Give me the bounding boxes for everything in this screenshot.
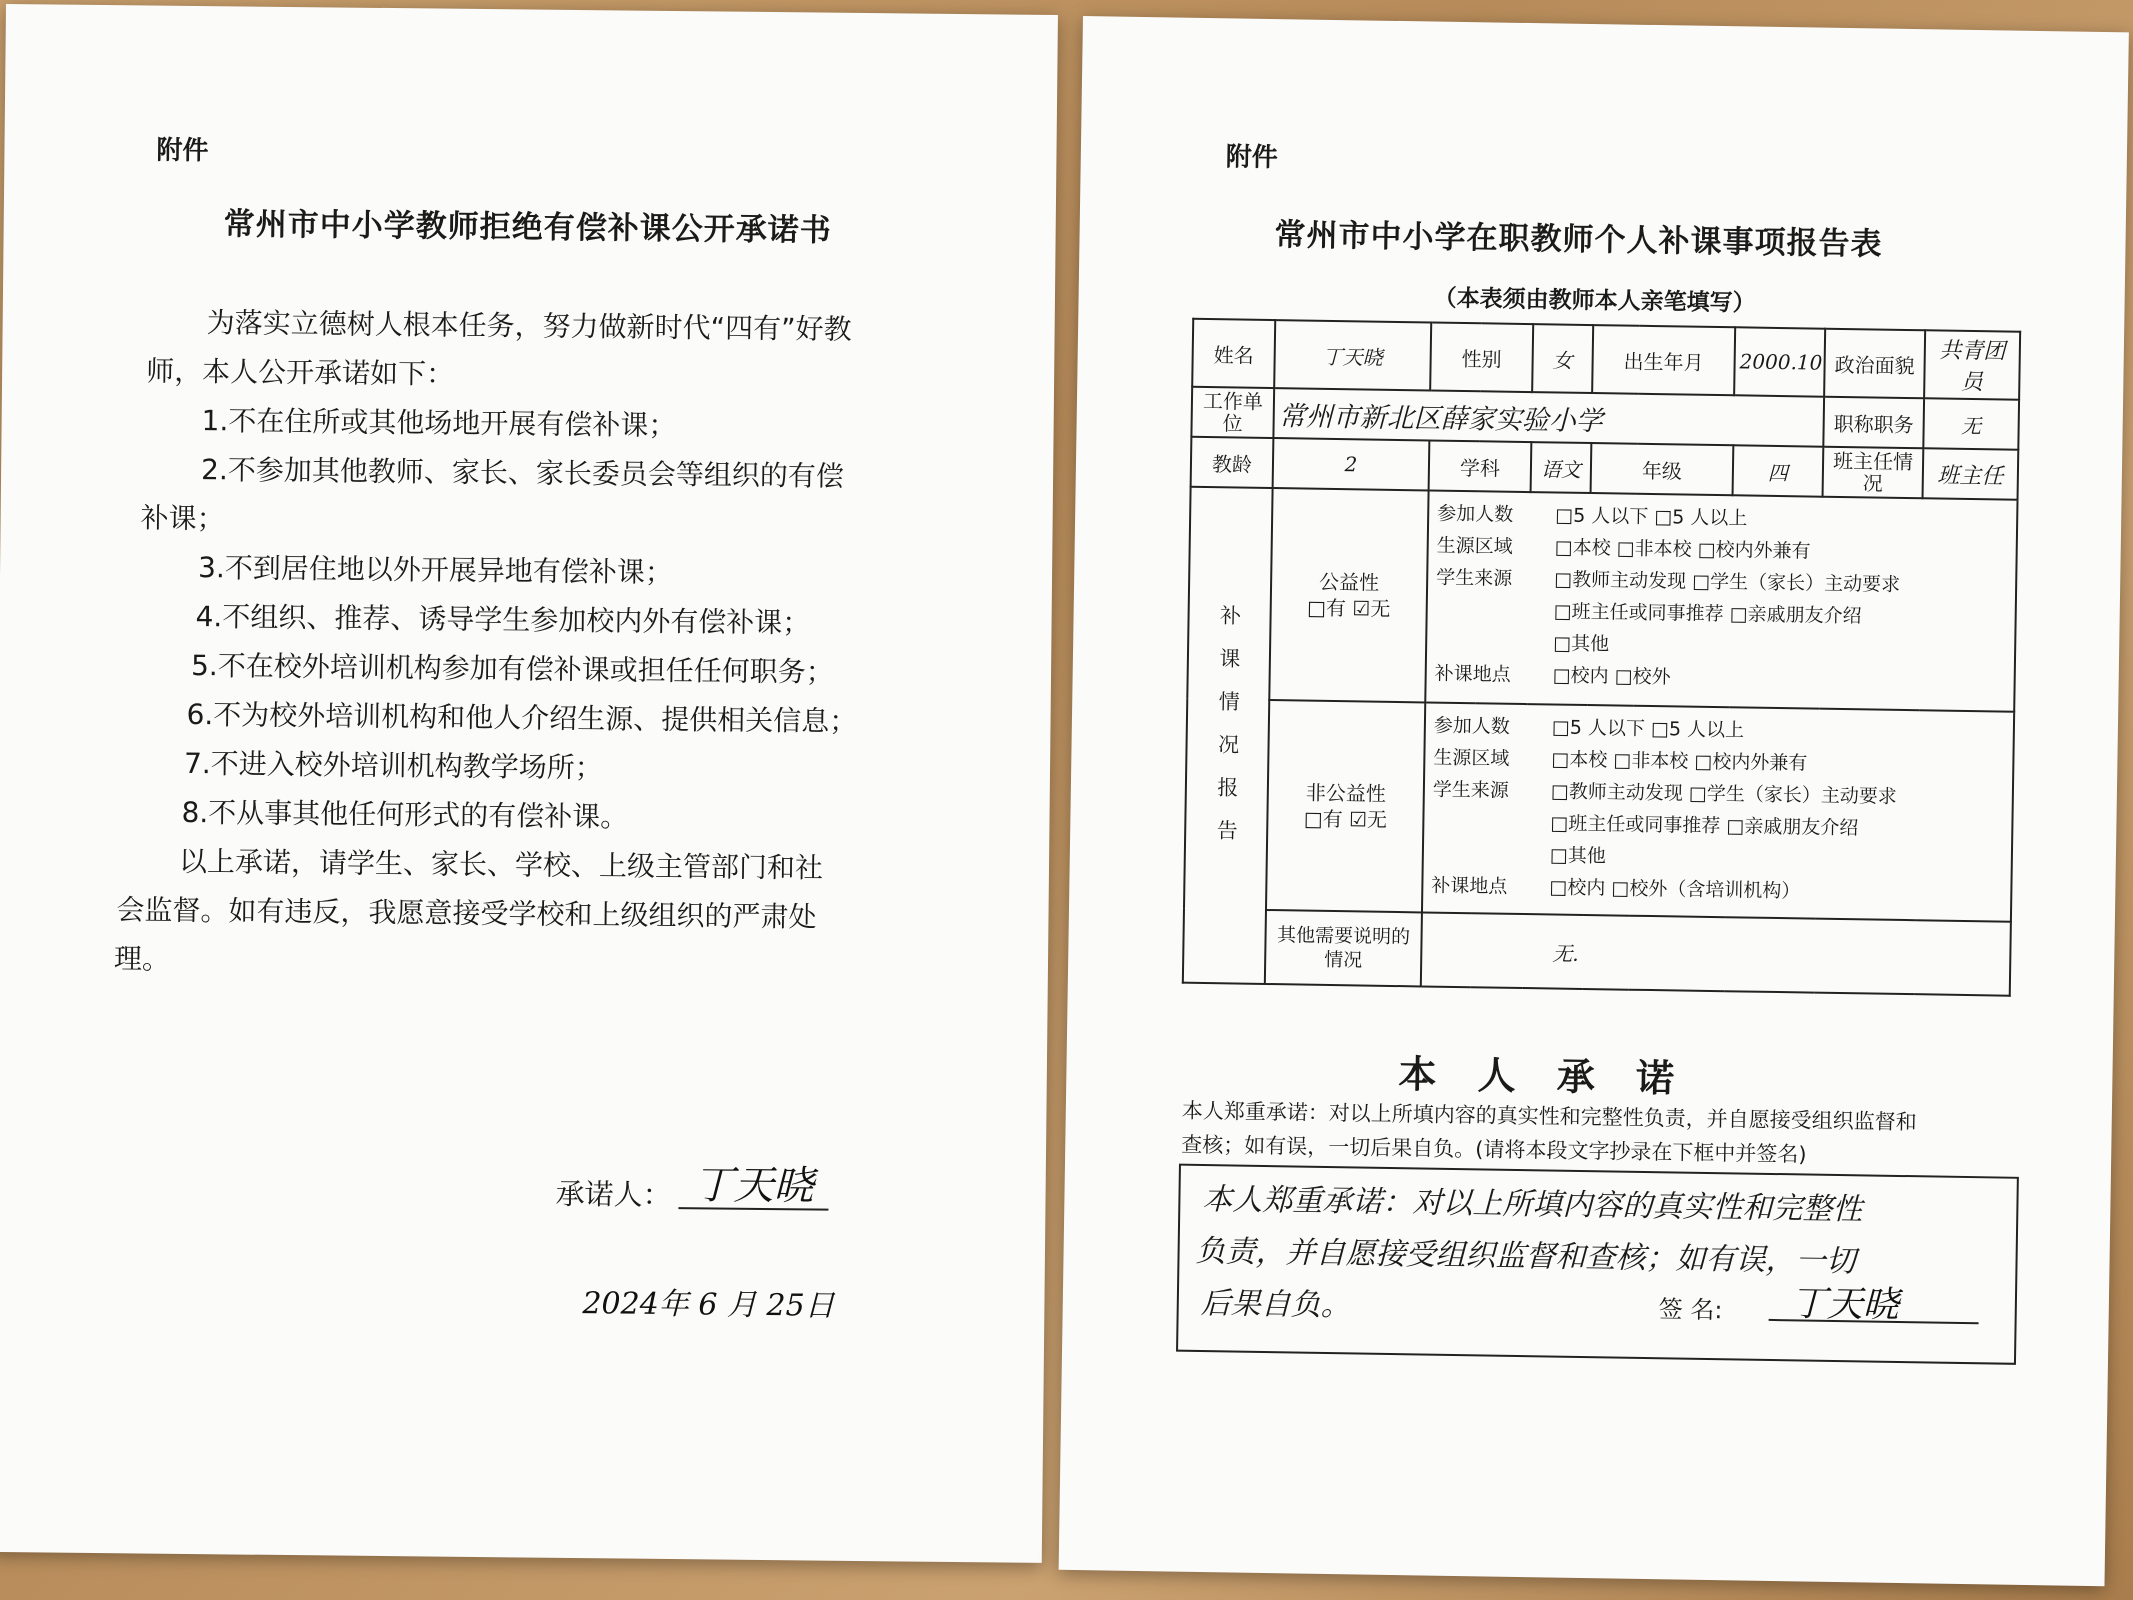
source-label: 学生来源 [1432,778,1510,802]
area-label: 生源区域 [1433,746,1510,770]
sign-signature: 丁天晓 [1790,1283,1900,1326]
public-choice: □有 ☑无 [1306,595,1391,621]
section-label-cell [1183,487,1273,984]
body-line: 补课； [140,501,225,536]
sign-label: 签 名: [1658,1295,1723,1325]
body-line: 7.不进入校外培训机构教学场所； [183,746,603,785]
birth-label: 出生年月 [1592,325,1735,395]
promise-letter-title: 常州市中小学教师拒绝有偿补课公开承诺书 [223,206,832,249]
title-label: 职称职务 [1823,397,1924,449]
body-line: 2.不参加其他教师、家长、家长委员会等组织的有偿 [200,453,844,493]
body-line: 为落实立德树人根本任务，努力做新时代“四有”好教 [206,306,852,346]
place-label: 补课地点 [1434,662,1511,686]
source-label: 学生来源 [1436,566,1513,590]
body-line: 4.不组织、推荐、诱导学生参加校内外有偿补课； [195,600,811,640]
source-options: □班主任或同事推荐 □亲戚朋友介绍 [1550,812,1859,840]
grade-label: 年级 [1591,443,1734,495]
report-form-page [1059,16,2129,1586]
place-label: 补课地点 [1431,874,1508,898]
count-options: □5 人以下 □5 人以上 [1555,504,1748,530]
place-options: □校内 □校外 [1552,664,1671,689]
subject-value: 语文 [1531,442,1592,493]
public-title: 公益性 [1318,569,1380,595]
promise-letter-page [0,4,1058,1563]
body-line: 8.不从事其他任何形式的有偿补课。 [181,795,629,834]
nonpublic-title: 非公益性 [1305,780,1387,806]
commitment-text-line: 本人郑重承诺：对以上所填内容的真实性和完整性负责，并自愿接受组织监督和 [1181,1098,1917,1135]
handwritten-line: 后果自负。 [1200,1286,1352,1324]
public-details [1425,490,2017,711]
count-label: 参加人数 [1433,714,1511,738]
count-label: 参加人数 [1437,502,1514,526]
handwritten-commitment-box [1176,1164,2019,1365]
commitment-title: 本 人 承 诺 [1398,1052,1689,1101]
area-options: □本校 □非本校 □校内外兼有 [1551,748,1808,775]
body-line: 1.不在住所或其他场地开展有偿补课； [201,404,677,443]
body-line: 3.不到居住地以外开展异地有偿补课； [197,551,673,590]
politics-value: 共青团员 [1924,330,2020,399]
count-options: □5 人以下 □5 人以上 [1551,716,1745,742]
nonpublic-cell [1266,700,1425,912]
promise-body [108,297,935,992]
source-options: □其他 [1549,844,1606,868]
signer-signature: 丁天晓 [693,1162,814,1210]
gender-value: 女 [1532,324,1593,393]
sign-date: 2024年 6 月 25日 [582,1286,835,1324]
report-form-title: 常州市中小学在职教师个人补课事项报告表 [1274,217,1883,263]
source-options: □班主任或同事推荐 □亲戚朋友介绍 [1553,600,1862,628]
area-label: 生源区域 [1436,534,1513,558]
handwritten-line: 负责，并自愿接受组织监督和查核；如有误，一切 [1195,1233,1856,1280]
name-value: 丁天晓 [1274,320,1431,390]
place-options: □校内 □校外（含培训机构） [1549,876,1801,903]
handwritten-line: 本人郑重承诺：对以上所填内容的真实性和完整性 [1202,1182,1863,1228]
source-options: □教师主动发现 □学生（家长）主动要求 [1550,780,1897,808]
body-line: 理。 [113,942,171,976]
head-teacher-label: 班主任情况 [1823,447,1924,499]
subject-label: 学科 [1429,440,1532,492]
area-options: □本校 □非本校 □校内外兼有 [1554,536,1811,563]
section-label: 补课情况报告 [1213,603,1242,863]
commitment-text-line: 查核；如有误，一切后果自负。(请将本段文字抄录在下框中并签名) [1181,1132,1807,1167]
unit-label: 工作单位 [1191,387,1274,438]
other-label: 其他需要说明的情况 [1265,910,1422,986]
years-label: 教龄 [1191,437,1274,488]
attachment-label: 附件 [156,135,209,167]
other-value: 无. [1421,912,2011,995]
unit-value: 常州市新北区薛家实验小学 [1273,388,1824,447]
body-line: 以上承诺，请学生、家长、学校、上级主管部门和社 [178,844,824,885]
attachment-label: 附件 [1225,142,1279,174]
public-cell [1269,488,1428,702]
source-options: □其他 [1553,632,1610,656]
name-label: 姓名 [1192,319,1275,388]
birth-value: 2000.10 [1734,327,1825,396]
body-line: 5.不在校外培训机构参加有偿补课或担任任何职务； [190,648,834,689]
head-teacher-value: 班主任 [1923,448,2019,499]
years-value: 2 [1273,438,1430,490]
nonpublic-details [1422,702,2014,921]
body-line: 师，本人公开承诺如下： [145,354,455,391]
report-table [1182,318,2021,997]
body-line: 会监督。如有违反，我愿意接受学校和上级组织的严肃处 [116,893,817,934]
title-value: 无 [1923,398,2019,449]
source-options: □教师主动发现 □学生（家长）主动要求 [1554,568,1901,596]
grade-value: 四 [1733,445,1824,496]
politics-label: 政治面貌 [1824,329,1925,399]
gender-label: 性别 [1430,323,1533,393]
report-form-subtitle: （本表须由教师本人亲笔填写） [1433,285,1756,317]
nonpublic-choice: □有 ☑无 [1303,806,1388,832]
body-line: 6.不为校外培训机构和他人介绍生源、提供相关信息； [186,697,858,738]
signer-label: 承诺人： [555,1176,672,1213]
